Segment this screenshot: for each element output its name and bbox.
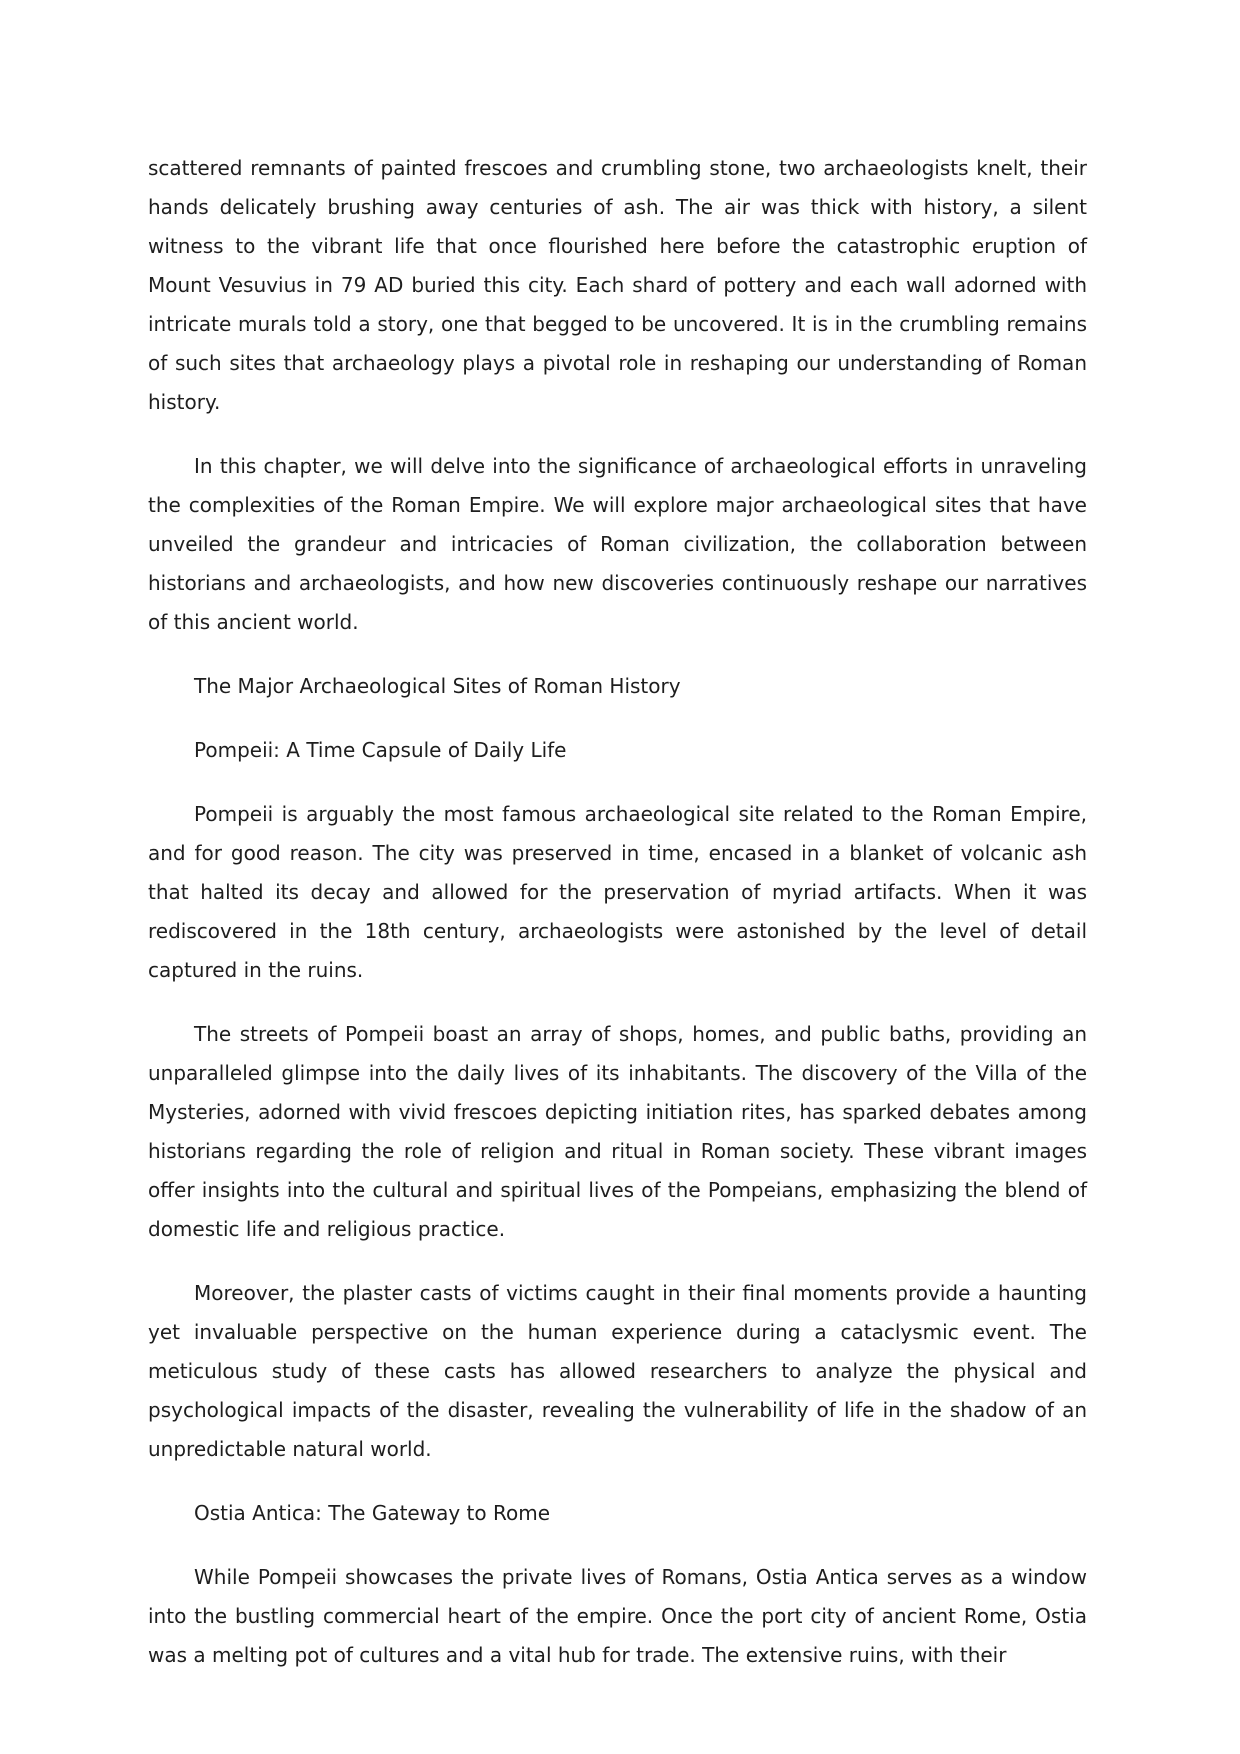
paragraph-intro-continued: scattered remnants of painted frescoes and crumbling stone, two archaeologists knelt, their hands delicately brushing away centuries of ash. The air was thick with history, a silent witness to the vibrant life that once flourished here before the catastrophic eruption of Mount Vesuvius in 79 AD buried this city. Each shard of pottery and each wall adorned with intricate murals told a story, one that begged to be uncovered. It is in the crumbling remains of such sites that archaeology plays a pivotal role in reshaping our understanding of Roman history. xyxy=(148,156,1087,414)
paragraph-pompeii-streets: The streets of Pompeii boast an array of shops, homes, and public baths, providing an unparalleled glimpse into the daily lives of its inhabitants. The discovery of the Villa of the Mysteries, adorned with vivid frescoes depicting initiation rites, has sparked debates among historians regarding the role of religion and ritual in Roman society. These vibrant images offer insights into the cultural and spiritual lives of the Pompeians, emphasizing the blend of domestic life and religious practice. xyxy=(148,1022,1087,1241)
paragraph-pompeii-casts: Moreover, the plaster casts of victims caught in their final moments provide a haunting yet invaluable perspective on the human experience during a cataclysmic event. The meticulous study of these casts has allowed researchers to analyze the physical and psychological impacts of the disaster, revealing the vulnerability of life in the shadow of an unpredictable natural world. xyxy=(148,1281,1087,1461)
paragraph-chapter-overview: In this chapter, we will delve into the significance of archaeological efforts in unraveling the complexities of the Roman Empire. We will explore major archaeological sites that have unveiled the grandeur and intricacies of Roman civilization, the collaboration between historians and archaeologists, and how new discoveries continuously reshape our narratives of this ancient world. xyxy=(148,454,1087,634)
subsection-heading-ostia: Ostia Antica: The Gateway to Rome xyxy=(194,1501,550,1525)
paragraph-ostia-intro: While Pompeii showcases the private lives of Romans, Ostia Antica serves as a window into the bustling commercial heart of the empire. Once the port city of ancient Rome, Ostia was a melting pot of cultures and a vital hub for trade. The extensive ruins, with their xyxy=(148,1565,1087,1667)
page-content xyxy=(148,149,1087,1700)
subsection-heading-pompeii: Pompeii: A Time Capsule of Daily Life xyxy=(194,738,567,762)
paragraph-pompeii-intro: Pompeii is arguably the most famous archaeological site related to the Roman Empire, and for good reason. The city was preserved in time, encased in a blanket of volcanic ash that halted its decay and allowed for the preservation of myriad artifacts. When it was rediscovered in the 18th century, archaeologists were astonished by the level of detail captured in the ruins. xyxy=(148,802,1087,982)
section-heading-major-sites: The Major Archaeological Sites of Roman History xyxy=(194,674,681,698)
